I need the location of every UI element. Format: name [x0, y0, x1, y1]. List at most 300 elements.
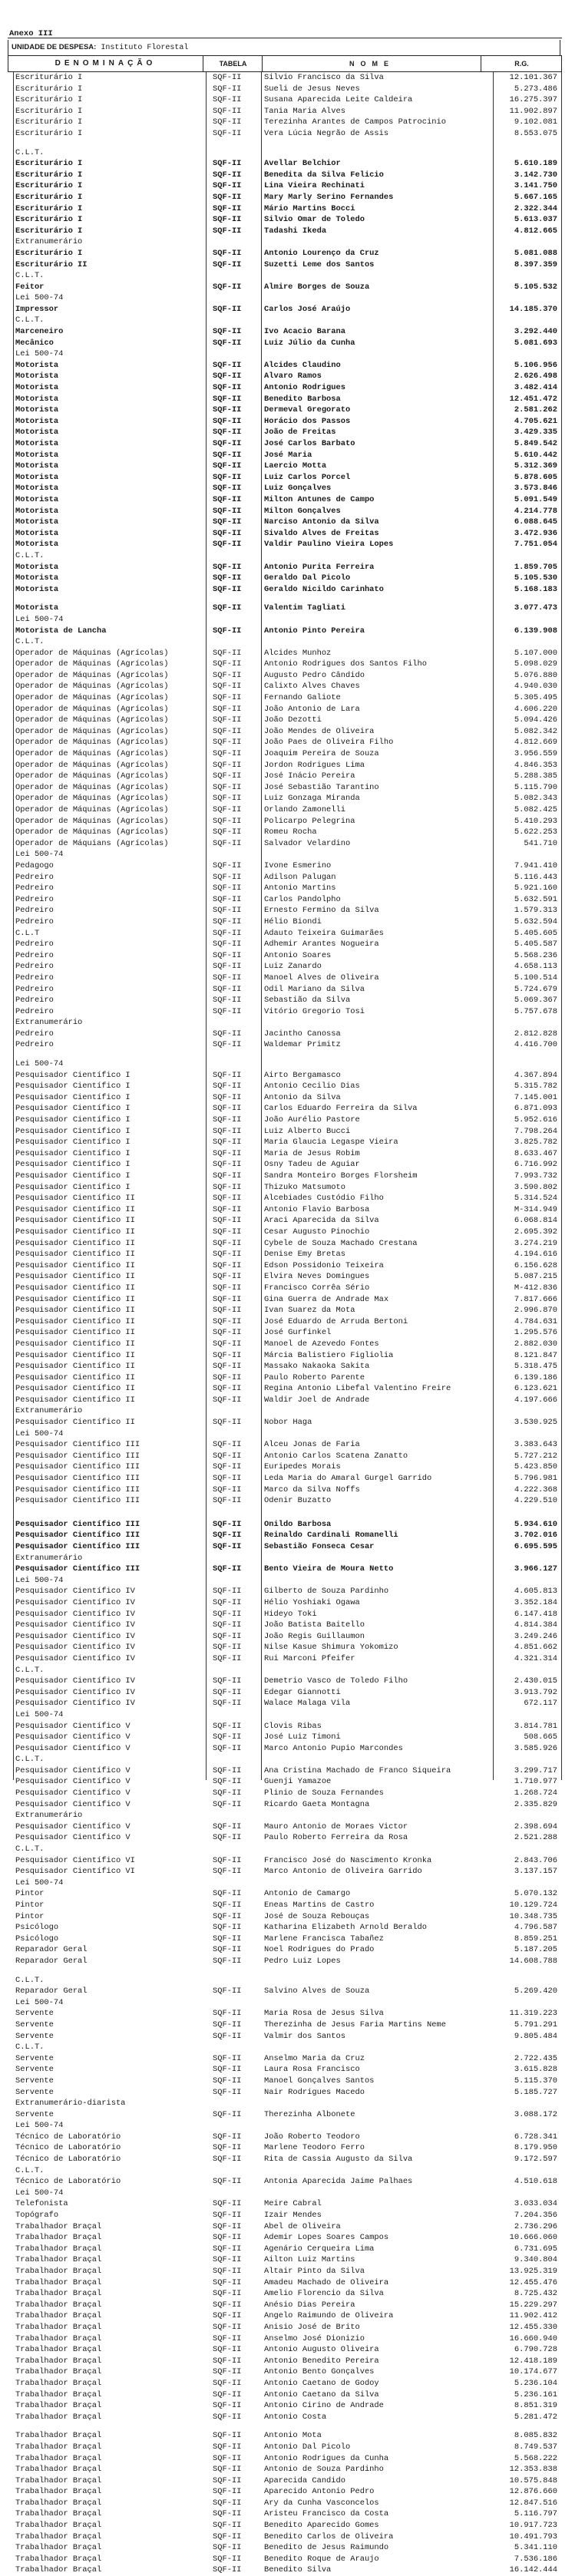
- cell-rg: 5.610.442: [514, 450, 557, 460]
- cell-tabela: SQF-II: [213, 248, 242, 258]
- cell-denominacao: Pedreiro: [15, 1040, 54, 1050]
- cell-rg: 6.139.908: [514, 626, 557, 636]
- cell-nome: Edegar Giannotti: [264, 1687, 341, 1697]
- cell-denominacao: Operador de Máquinas (Agrícolas): [15, 670, 169, 680]
- cell-nome: Orlando Zamonelli: [264, 805, 346, 814]
- cell-denominacao: Pesquisador Científico V: [15, 1833, 131, 1843]
- cell-denominacao: Operador de Máquinas (Agrícolas): [15, 782, 169, 792]
- cell-tabela: SQF-II: [213, 2475, 242, 2485]
- cell-tabela: SQF-II: [213, 1620, 242, 1630]
- cell-tabela: SQF-II: [213, 226, 242, 236]
- cell-rg: 5.878.605: [514, 472, 557, 482]
- page-segment-gap: [0, 1967, 585, 1975]
- section-label-row: [0, 2188, 585, 2199]
- cell-nome: Sandra Monteiro Borges Florsheim: [264, 1171, 418, 1181]
- table-row: [0, 214, 585, 226]
- section-label-row: [0, 849, 585, 860]
- table-row: [0, 180, 585, 192]
- page-segment-gap: [0, 2422, 585, 2430]
- cell-denominacao: Pedreiro: [15, 883, 54, 893]
- cell-denominacao: Técnico de Laboratório: [15, 2143, 121, 2153]
- table-row: [0, 1586, 585, 1597]
- cell-rg: M-314.949: [514, 1204, 557, 1214]
- cell-nome: Tania Maria Alves: [264, 106, 346, 116]
- cell-nome: Luiz Zanardo: [264, 962, 322, 972]
- cell-rg: 5.236.104: [514, 2378, 557, 2388]
- cell-nome: Antonio Carlos Scatena Zanatto: [264, 1451, 408, 1461]
- cell-nome: Antonio Cirino de Andrade: [264, 2401, 384, 2411]
- cell-rg: 5.106.956: [514, 360, 557, 370]
- cell-tabela: SQF-II: [213, 2389, 242, 2399]
- cell-nome: Geraldo Dal Picolo: [264, 573, 351, 583]
- cell-rg: 4.851.662: [514, 1643, 557, 1653]
- cell-nome: Laura Rosa Francisco: [264, 2065, 360, 2075]
- cell-tabela: SQF-II: [213, 1362, 242, 1372]
- cell-tabela: SQF-II: [213, 2378, 242, 2388]
- cell-nome: Manoel de Azevedo Fontes: [264, 1339, 379, 1349]
- table-row: [0, 2266, 585, 2277]
- section-label-row: [0, 315, 585, 326]
- table-row: [0, 2221, 585, 2233]
- cell-tabela: SQF-II: [213, 2401, 242, 2411]
- cell-denominacao: Pesquisador Científico II: [15, 1194, 135, 1204]
- table-row: [0, 170, 585, 181]
- cell-nome: Aristeu Francisco da Costa: [264, 2509, 389, 2519]
- cell-tabela: SQF-II: [213, 1609, 242, 1619]
- cell-tabela: SQF-II: [213, 1531, 242, 1541]
- cell-tabela: SQF-II: [213, 562, 242, 572]
- cell-nome: Marco Antonio Pupio Marcondes: [264, 1743, 403, 1753]
- table-row: [0, 961, 585, 973]
- cell-denominacao: Trabalhador Braçal: [15, 2389, 102, 2399]
- table-row: [0, 203, 585, 215]
- cell-denominacao: Topógrafo: [15, 2211, 59, 2221]
- table-row: [0, 1171, 585, 1182]
- cell-tabela: SQF-II: [213, 1587, 242, 1597]
- cell-nome: Euripedes Morais: [264, 1462, 341, 1472]
- cell-nome: Milton Gonçalves: [264, 506, 341, 516]
- cell-denominacao: Trabalhador Braçal: [15, 2453, 102, 2463]
- cell-denominacao: Pedagogo: [15, 860, 54, 870]
- cell-nome: Noel Rodrigues do Prado: [264, 1945, 375, 1955]
- cell-nome: Araci Aparecida da Silva: [264, 1216, 379, 1226]
- cell-denominacao: Pedreiro: [15, 950, 54, 960]
- cell-nome: José Sebastião Tarantino: [264, 782, 379, 792]
- table-row: [0, 670, 585, 682]
- cell-rg: 5.791.291: [514, 2020, 557, 2029]
- table-body: [0, 72, 585, 2576]
- cell-nome: João Aurélio Pastore: [264, 1115, 360, 1125]
- cell-denominacao: Pesquisador Científico IV: [15, 1653, 135, 1663]
- cell-denominacao: Pedreiro: [15, 894, 54, 904]
- table-row: [0, 2400, 585, 2412]
- cell-denominacao: Trabalhador Braçal: [15, 2521, 102, 2531]
- cell-tabela: SQF-II: [213, 704, 242, 714]
- cell-rg: 3.585.926: [514, 1743, 557, 1753]
- table-row: [0, 461, 585, 472]
- cell-rg: 11.902.412: [509, 2311, 557, 2321]
- table-row: [0, 973, 585, 984]
- table-row: [0, 2031, 585, 2043]
- cell-rg: 5.312.369: [514, 461, 557, 471]
- cell-nome: Bento Vieira de Moura Netto: [264, 1564, 394, 1574]
- section-label-row: [0, 1997, 585, 2009]
- cell-denominacao: Técnico de Laboratório: [15, 2155, 121, 2165]
- table-row: [0, 692, 585, 704]
- table-row: [0, 1249, 585, 1260]
- cell-denominacao: Reparador Geral: [15, 1986, 88, 1996]
- cell-nome: Antonio Soares: [264, 950, 332, 960]
- table-row: [0, 1339, 585, 1350]
- cell-rg: 5.727.212: [514, 1451, 557, 1461]
- cell-nome: Calixto Alves Chaves: [264, 682, 360, 692]
- cell-denominacao: Trabalhador Braçal: [15, 2487, 102, 2497]
- table-row: [0, 1439, 585, 1451]
- cell-denominacao: Motorista: [15, 461, 59, 471]
- section-label-row: [0, 1553, 585, 1564]
- cell-nome: Luiz Júlio da Cunha: [264, 338, 355, 348]
- cell-nome: João de Freitas: [264, 428, 336, 438]
- cell-rg: 12.876.660: [509, 2487, 557, 2497]
- cell-denominacao: Pintor: [15, 1911, 45, 1921]
- cell-tabela: SQF-II: [213, 2031, 242, 2041]
- cell-tabela: SQF-II: [213, 2087, 242, 2097]
- regime-label: Lei 500-74: [15, 1428, 64, 1438]
- cell-tabela: SQF-II: [213, 1901, 242, 1910]
- cell-denominacao: Pesquisador Científico II: [15, 1418, 135, 1428]
- cell-nome: Antonio Mota: [264, 2431, 322, 2441]
- cell-denominacao: Pintor: [15, 1889, 45, 1899]
- cell-nome: Airto Bergamasco: [264, 1070, 341, 1080]
- cell-tabela: SQF-II: [213, 584, 242, 594]
- cell-tabela: SQF-II: [213, 1833, 242, 1843]
- cell-rg: 5.622.253: [514, 827, 557, 837]
- table-row: [0, 2020, 585, 2031]
- cell-denominacao: Escriturário I: [15, 215, 83, 225]
- cell-nome: Horácio dos Passos: [264, 416, 351, 426]
- cell-nome: Leda Maria do Amaral Gurgel Garrido: [264, 1474, 432, 1484]
- table-row: [0, 2442, 585, 2453]
- cell-tabela: SQF-II: [213, 1889, 242, 1899]
- cell-rg: 8.749.537: [514, 2442, 557, 2452]
- cell-tabela: SQF-II: [213, 805, 242, 814]
- cell-tabela: SQF-II: [213, 1721, 242, 1731]
- table-row: [0, 1070, 585, 1082]
- cell-denominacao: Pesquisador Científico IV: [15, 1687, 135, 1697]
- cell-nome: José Carlos Barbato: [264, 439, 355, 448]
- cell-denominacao: Marceneiro: [15, 327, 64, 337]
- cell-rg: 2.736.296: [514, 2221, 557, 2231]
- regime-label: C.L.T.: [15, 315, 45, 325]
- cell-nome: Anselmo Maria da Cruz: [264, 2053, 365, 2063]
- cell-rg: 10.129.724: [509, 1901, 557, 1910]
- cell-denominacao: Trabalhador Braçal: [15, 2255, 102, 2265]
- cell-tabela: SQF-II: [213, 1160, 242, 1170]
- regime-label: C.L.T.: [15, 1844, 45, 1854]
- cell-rg: 2.695.392: [514, 1227, 557, 1237]
- table-row: [0, 2464, 585, 2475]
- cell-denominacao: Operador de Máquinas (Agrícolas): [15, 682, 169, 692]
- table-row: [0, 748, 585, 760]
- cell-rg: 4.784.631: [514, 1316, 557, 1326]
- cell-rg: 6.731.695: [514, 2244, 557, 2254]
- cell-tabela: SQF-II: [213, 860, 242, 870]
- cell-denominacao: Pedreiro: [15, 973, 54, 983]
- cell-denominacao: Pesquisador Científico I: [15, 1148, 131, 1158]
- cell-nome: Augusto Pedro Cândido: [264, 670, 365, 680]
- cell-nome: Sebastião Fonseca Cesar: [264, 1542, 375, 1551]
- cell-rg: 4.367.894: [514, 1070, 557, 1080]
- table-row: [0, 2198, 585, 2210]
- table-row: [0, 2154, 585, 2165]
- cell-rg: 4.812.665: [514, 226, 557, 236]
- cell-tabela: SQF-II: [213, 73, 242, 82]
- regime-label: C.L.T.: [15, 147, 45, 157]
- cell-denominacao: Pesquisador Científico II: [15, 1294, 135, 1304]
- cell-denominacao: Operador de Máquinas (Agrícolas): [15, 704, 169, 714]
- cell-rg: 8.725.432: [514, 2289, 557, 2299]
- cell-tabela: SQF-II: [213, 2009, 242, 2019]
- cell-nome: Amadeu Machado de Oliveira: [264, 2277, 389, 2287]
- cell-tabela: SQF-II: [213, 528, 242, 538]
- regime-label: C.L.T.: [15, 2165, 45, 2175]
- cell-rg: 2.581.262: [514, 405, 557, 415]
- cell-rg: 3.472.936: [514, 528, 557, 538]
- cell-tabela: SQF-II: [213, 2498, 242, 2508]
- cell-nome: José Maria: [264, 450, 312, 460]
- cell-nome: Marco da Silva Noffs: [264, 1485, 360, 1494]
- cell-nome: Benedito Roque de Araujo: [264, 2554, 379, 2564]
- cell-nome: Maria Glaucia Legaspe Vieira: [264, 1138, 398, 1148]
- table-row: [0, 860, 585, 872]
- cell-rg: 6.790.728: [514, 2345, 557, 2355]
- cell-nome: Dermeval Gregorato: [264, 405, 351, 415]
- cell-denominacao: Motorista: [15, 428, 59, 438]
- cell-tabela: SQF-II: [213, 1040, 242, 1050]
- cell-rg: 5.070.132: [514, 1889, 557, 1899]
- cell-rg: 4.229.510: [514, 1496, 557, 1506]
- cell-rg: 16.275.397: [509, 95, 557, 105]
- regime-label: C.L.T.: [15, 1975, 45, 1985]
- cell-rg: 5.116.443: [514, 872, 557, 882]
- table-row: [0, 1092, 585, 1104]
- cell-denominacao: Trabalhador Braçal: [15, 2356, 102, 2366]
- cell-tabela: SQF-II: [213, 1194, 242, 1204]
- table-row: [0, 1597, 585, 1609]
- cell-rg: 10.491.793: [509, 2531, 557, 2541]
- table-row: [0, 573, 585, 584]
- cell-denominacao: Pesquisador Científico I: [15, 1160, 131, 1170]
- table-row: [0, 2277, 585, 2289]
- cell-tabela: SQF-II: [213, 715, 242, 725]
- cell-denominacao: Trabalhador Braçal: [15, 2509, 102, 2519]
- section-label-row: [0, 1575, 585, 1587]
- section-label-row: [0, 1878, 585, 1889]
- cell-denominacao: Pesquisador Científico V: [15, 1821, 131, 1831]
- cell-rg: 8.397.359: [514, 259, 557, 269]
- cell-tabela: SQF-II: [213, 1496, 242, 1506]
- page-segment-gap: [0, 595, 585, 603]
- table-row: [0, 1137, 585, 1148]
- cell-denominacao: Pesquisador Científico IV: [15, 1631, 135, 1641]
- table-row: [0, 2176, 585, 2188]
- cell-rg: 15.229.297: [509, 2300, 557, 2310]
- cell-tabela: SQF-II: [213, 1597, 242, 1607]
- cell-tabela: SQF-II: [213, 1777, 242, 1787]
- table-row: [0, 1461, 585, 1473]
- table-row: [0, 603, 585, 614]
- cell-denominacao: Pesquisador Científico I: [15, 1092, 131, 1102]
- cell-rg: 1.295.576: [514, 1328, 557, 1338]
- cell-tabela: SQF-II: [213, 1029, 242, 1039]
- cell-nome: Gilberto de Souza Pardinho: [264, 1587, 389, 1597]
- cell-tabela: SQF-II: [213, 1765, 242, 1775]
- cell-rg: 3.077.473: [514, 603, 557, 613]
- cell-denominacao: Pesquisador Científico IV: [15, 1597, 135, 1607]
- cell-tabela: SQF-II: [213, 259, 242, 269]
- table-row: [0, 405, 585, 416]
- cell-nome: Thizuko Matsumoto: [264, 1182, 346, 1192]
- table-row: [0, 1148, 585, 1160]
- cell-denominacao: Feitor: [15, 282, 45, 292]
- cell-nome: Lina Vieira Rechinati: [264, 181, 365, 191]
- cell-rg: 2.430.015: [514, 1676, 557, 1686]
- cell-denominacao: Escriturário I: [15, 84, 83, 94]
- cell-rg: 4.197.666: [514, 1395, 557, 1405]
- table-row: [0, 2378, 585, 2389]
- cell-tabela: SQF-II: [213, 1418, 242, 1428]
- cell-nome: Geraldo Nicildo Carinhato: [264, 584, 384, 594]
- cell-tabela: SQF-II: [213, 2020, 242, 2029]
- cell-nome: Paulo Roberto Parente: [264, 1372, 365, 1382]
- cell-denominacao: Escriturário I: [15, 73, 83, 82]
- cell-nome: Ivo Acacio Barana: [264, 327, 346, 337]
- cell-nome: Silvio Omar de Toledo: [264, 215, 365, 225]
- cell-rg: 12.455.476: [509, 2277, 557, 2287]
- cell-denominacao: Trabalhador Braçal: [15, 2543, 102, 2553]
- cell-rg: 3.966.127: [514, 1564, 557, 1574]
- cell-rg: 5.410.293: [514, 816, 557, 826]
- cell-rg: 16.142.444: [509, 2565, 557, 2575]
- cell-tabela: SQF-II: [213, 2221, 242, 2231]
- cell-tabela: SQF-II: [213, 996, 242, 1006]
- table-row: [0, 928, 585, 940]
- table-row: [0, 1271, 585, 1283]
- cell-rg: 1.859.705: [514, 562, 557, 572]
- table-row: [0, 894, 585, 906]
- table-row: [0, 737, 585, 748]
- section-label-row: [0, 1709, 585, 1721]
- cell-nome: Antonio Costa: [264, 2412, 327, 2422]
- regime-label: C.L.T.: [15, 637, 45, 647]
- cell-denominacao: Pesquisador Científico V: [15, 1732, 131, 1742]
- cell-nome: Antonio Rodrigues: [264, 383, 346, 393]
- cell-nome: Katharina Elizabeth Arnold Beraldo: [264, 1923, 428, 1933]
- cell-denominacao: Pesquisador Científico II: [15, 1362, 135, 1372]
- cell-nome: Pedro Luiz Lopes: [264, 1956, 341, 1966]
- cell-nome: Narciso Antonio da Silva: [264, 517, 379, 527]
- cell-nome: Romeu Rocha: [264, 827, 317, 837]
- cell-denominacao: Motorista: [15, 405, 59, 415]
- cell-nome: Manoel Gonçalves Santos: [264, 2076, 375, 2086]
- cell-nome: Vera Lúcia Negrão de Assis: [264, 128, 389, 138]
- cell-denominacao: Motorista: [15, 416, 59, 426]
- expense-unit-value: Instituto Florestal: [101, 44, 189, 52]
- cell-tabela: SQF-II: [213, 648, 242, 658]
- table-row: [0, 1227, 585, 1238]
- table-row: [0, 1495, 585, 1507]
- cell-rg: 3.573.846: [514, 484, 557, 494]
- table-row: [0, 106, 585, 117]
- table-row: [0, 72, 585, 84]
- cell-nome: Márcia Balistiero Figliolia: [264, 1350, 394, 1360]
- cell-tabela: SQF-II: [213, 749, 242, 759]
- cell-tabela: SQF-II: [213, 494, 242, 504]
- cell-rg: 508.665: [524, 1732, 557, 1742]
- table-row: [0, 1832, 585, 1844]
- cell-nome: Ricardo Gaeta Montagna: [264, 1799, 370, 1809]
- cell-nome: Ivan Suarez da Mota: [264, 1306, 355, 1316]
- cell-nome: Walace Malaga Vila: [264, 1699, 351, 1709]
- cell-tabela: SQF-II: [213, 872, 242, 882]
- cell-denominacao: Trabalhador Braçal: [15, 2554, 102, 2564]
- cell-nome: Massako Nakaoka Sakita: [264, 1362, 370, 1372]
- cell-denominacao: Pesquisador Científico IV: [15, 1676, 135, 1686]
- cell-nome: Hélio Yoshiaki Ogawa: [264, 1597, 360, 1607]
- cell-denominacao: Pedreiro: [15, 962, 54, 972]
- table-row: [0, 528, 585, 540]
- cell-rg: 12.101.367: [509, 73, 557, 82]
- cell-nome: Ary da Cunha Vasconcelos: [264, 2498, 379, 2508]
- cell-nome: João Antonio de Lara: [264, 704, 360, 714]
- cell-tabela: SQF-II: [213, 1070, 242, 1080]
- cell-tabela: SQF-II: [213, 738, 242, 748]
- cell-tabela: SQF-II: [213, 2199, 242, 2209]
- cell-nome: Antonio Rodrigues dos Santos Filho: [264, 659, 428, 669]
- table-row: [0, 326, 585, 338]
- section-label-row: [0, 292, 585, 304]
- table-row: [0, 1541, 585, 1553]
- table-row: [0, 1956, 585, 1967]
- table-row: [0, 1260, 585, 1272]
- cell-tabela: SQF-II: [213, 1732, 242, 1742]
- cell-tabela: SQF-II: [213, 2143, 242, 2153]
- section-label-row: [0, 270, 585, 282]
- cell-denominacao: Pesquisador Científico II: [15, 1316, 135, 1326]
- cell-tabela: SQF-II: [213, 95, 242, 105]
- cell-tabela: SQF-II: [213, 2333, 242, 2343]
- regime-label: Lei 500-74: [15, 293, 64, 303]
- cell-tabela: SQF-II: [213, 1082, 242, 1091]
- cell-rg: 5.081.088: [514, 248, 557, 258]
- cell-tabela: SQF-II: [213, 2053, 242, 2063]
- cell-denominacao: Pesquisador Científico III: [15, 1474, 140, 1484]
- cell-rg: 5.610.189: [514, 159, 557, 169]
- cell-denominacao: Pesquisador Científico III: [15, 1496, 140, 1506]
- cell-denominacao: Trabalhador Braçal: [15, 2531, 102, 2541]
- cell-nome: Sueli de Jesus Neves: [264, 84, 360, 94]
- cell-denominacao: Trabalhador Braçal: [15, 2401, 102, 2411]
- cell-denominacao: Trabalhador Braçal: [15, 2333, 102, 2343]
- cell-nome: José Eduardo de Arruda Bertoni: [264, 1316, 408, 1326]
- cell-denominacao: Pesquisador Científico IV: [15, 1699, 135, 1709]
- table-row: [0, 2087, 585, 2099]
- cell-denominacao: Motorista: [15, 494, 59, 504]
- table-row: [0, 1417, 585, 1428]
- cell-denominacao: Motorista: [15, 360, 59, 370]
- table-row: [0, 539, 585, 550]
- cell-tabela: SQF-II: [213, 838, 242, 848]
